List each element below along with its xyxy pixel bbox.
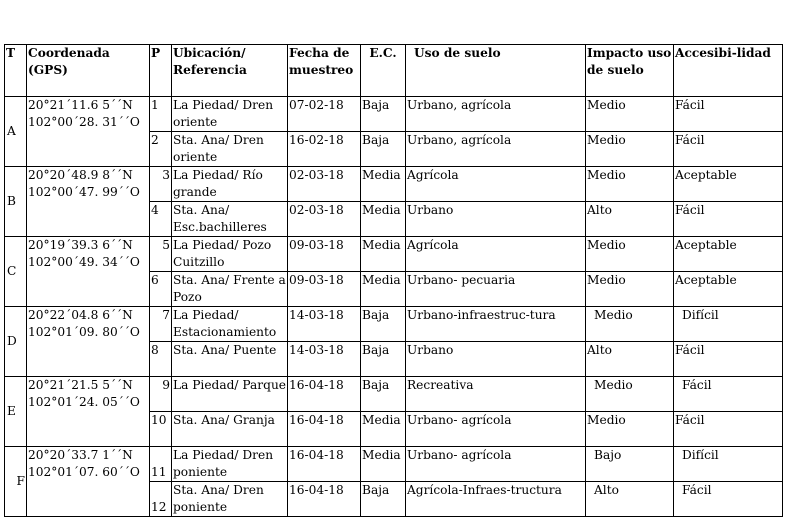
ec-cell: Media (361, 412, 406, 447)
impact-cell: Medio (586, 97, 674, 132)
date-cell: 16-04-18 (288, 377, 361, 412)
date-cell: 02-03-18 (288, 202, 361, 237)
group-coordinates: 20°21´21.5 5´´N 102°01´24. 05´´O (27, 377, 150, 447)
impact-cell: Medio (586, 412, 674, 447)
land-use-cell: Urbano (406, 342, 586, 377)
ec-cell: Media (361, 237, 406, 272)
location-cell: La Piedad/ Dren oriente (172, 97, 288, 132)
location-cell: Sta. Ana/ Granja (172, 412, 288, 447)
table-row (5, 307, 783, 342)
accessibility-cell: Fácil (674, 202, 783, 237)
header-coordenada: Coordenada (GPS) (27, 45, 150, 97)
ec-cell: Baja (361, 342, 406, 377)
land-use-cell: Urbano, agrícola (406, 132, 586, 167)
land-use-cell: Agrícola (406, 237, 586, 272)
impact-cell: Medio (586, 307, 674, 342)
point-number: 10 (150, 412, 172, 447)
header-row (5, 45, 783, 97)
accessibility-cell: Difícil (674, 307, 783, 342)
location-cell: La Piedad/ Río grande (172, 167, 288, 202)
table-row (5, 97, 783, 132)
header-p: P (150, 45, 172, 97)
location-cell: Sta. Ana/ Dren poniente (172, 482, 288, 517)
ec-cell: Media (361, 167, 406, 202)
table-row (5, 237, 783, 272)
point-number: 12 (150, 482, 172, 517)
group-letter: F (5, 447, 27, 517)
table-row (5, 447, 783, 482)
impact-cell: Alto (586, 482, 674, 517)
group-letter: B (5, 167, 27, 237)
table-row (5, 377, 783, 412)
header-ec: E.C. (361, 45, 406, 97)
accessibility-cell: Aceptable (674, 167, 783, 202)
location-cell: Sta. Ana/ Puente (172, 342, 288, 377)
accessibility-cell: Aceptable (674, 237, 783, 272)
point-number: 1 (150, 97, 172, 132)
land-use-cell: Urbano-infraestruc-tura (406, 307, 586, 342)
header-uso: Uso de suelo (406, 45, 586, 97)
accessibility-cell: Fácil (674, 97, 783, 132)
impact-cell: Medio (586, 167, 674, 202)
ec-cell: Media (361, 272, 406, 307)
impact-cell: Alto (586, 202, 674, 237)
location-cell: Sta. Ana/ Dren oriente (172, 132, 288, 167)
location-cell: Sta. Ana/ Esc.bachilleres (172, 202, 288, 237)
land-use-cell: Agrícola (406, 167, 586, 202)
header-fecha: Fecha de muestreo (288, 45, 361, 97)
date-cell: 14-03-18 (288, 342, 361, 377)
point-number: 7 (150, 307, 172, 342)
table-row (5, 167, 783, 202)
location-cell: La Piedad/ Estacionamiento (172, 307, 288, 342)
group-coordinates: 20°20´33.7 1´´N 102°01´07. 60´´O (27, 447, 150, 517)
land-use-cell: Agrícola-Infraes-tructura (406, 482, 586, 517)
point-number: 4 (150, 202, 172, 237)
header-accesibilidad: Accesibi-lidad (674, 45, 783, 97)
date-cell: 02-03-18 (288, 167, 361, 202)
accessibility-cell: Fácil (674, 132, 783, 167)
impact-cell: Bajo (586, 447, 674, 482)
land-use-cell: Urbano, agrícola (406, 97, 586, 132)
impact-cell: Medio (586, 237, 674, 272)
accessibility-cell: Difícil (674, 447, 783, 482)
group-letter: D (5, 307, 27, 377)
ec-cell: Baja (361, 482, 406, 517)
impact-cell: Medio (586, 132, 674, 167)
accessibility-cell: Fácil (674, 482, 783, 517)
point-number: 2 (150, 132, 172, 167)
location-cell: La Piedad/ Dren poniente (172, 447, 288, 482)
impact-cell: Medio (586, 272, 674, 307)
ec-cell: Baja (361, 377, 406, 412)
date-cell: 16-04-18 (288, 447, 361, 482)
header-impacto: Impacto uso de suelo (586, 45, 674, 97)
group-coordinates: 20°20´48.9 8´´N 102°00´47. 99´´O (27, 167, 150, 237)
sampling-table-container (4, 44, 782, 517)
point-number: 11 (150, 447, 172, 482)
accessibility-cell: Fácil (674, 412, 783, 447)
point-number: 6 (150, 272, 172, 307)
ec-cell: Media (361, 447, 406, 482)
group-coordinates: 20°19´39.3 6´´N 102°00´49. 34´´O (27, 237, 150, 307)
land-use-cell: Urbano- agrícola (406, 447, 586, 482)
land-use-cell: Recreativa (406, 377, 586, 412)
impact-cell: Alto (586, 342, 674, 377)
group-letter: A (5, 97, 27, 167)
date-cell: 16-04-18 (288, 412, 361, 447)
ec-cell: Baja (361, 307, 406, 342)
group-coordinates: 20°22´04.8 6´´N 102°01´09. 80´´O (27, 307, 150, 377)
date-cell: 16-04-18 (288, 482, 361, 517)
ec-cell: Baja (361, 132, 406, 167)
land-use-cell: Urbano (406, 202, 586, 237)
group-coordinates: 20°21´11.6 5´´N 102°00´28. 31´´O (27, 97, 150, 167)
location-cell: La Piedad/ Parque (172, 377, 288, 412)
point-number: 5 (150, 237, 172, 272)
location-cell: La Piedad/ Pozo Cuitzillo (172, 237, 288, 272)
accessibility-cell: Aceptable (674, 272, 783, 307)
date-cell: 09-03-18 (288, 237, 361, 272)
ec-cell: Media (361, 202, 406, 237)
land-use-cell: Urbano- agrícola (406, 412, 586, 447)
accessibility-cell: Fácil (674, 342, 783, 377)
date-cell: 14-03-18 (288, 307, 361, 342)
point-number: 3 (150, 167, 172, 202)
date-cell: 16-02-18 (288, 132, 361, 167)
sampling-table (4, 44, 783, 517)
header-t: T (5, 45, 27, 97)
ec-cell: Baja (361, 97, 406, 132)
date-cell: 07-02-18 (288, 97, 361, 132)
impact-cell: Medio (586, 377, 674, 412)
group-letter: E (5, 377, 27, 447)
date-cell: 09-03-18 (288, 272, 361, 307)
group-letter: C (5, 237, 27, 307)
header-ubicacion: Ubicación/ Referencia (172, 45, 288, 97)
location-cell: Sta. Ana/ Frente a Pozo (172, 272, 288, 307)
land-use-cell: Urbano- pecuaria (406, 272, 586, 307)
point-number: 9 (150, 377, 172, 412)
accessibility-cell: Fácil (674, 377, 783, 412)
point-number: 8 (150, 342, 172, 377)
